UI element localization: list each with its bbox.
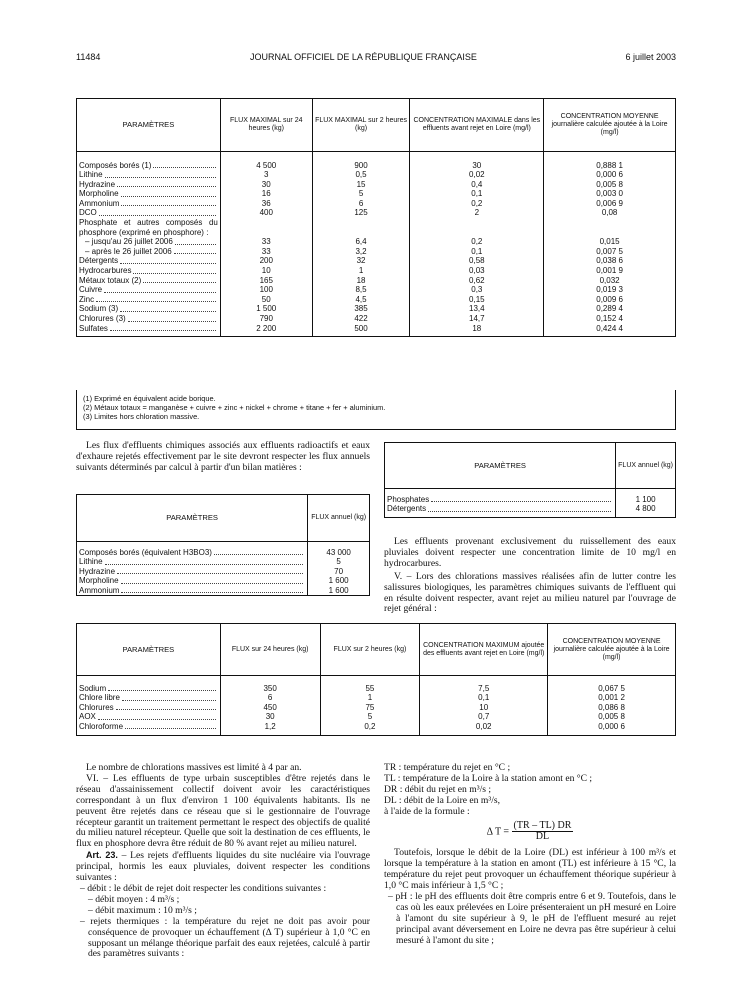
row-label: Chlore libre bbox=[79, 693, 120, 703]
cell-value: 4 500 bbox=[220, 161, 312, 171]
cell-value: 400 bbox=[220, 208, 312, 218]
dot-leader bbox=[143, 282, 216, 283]
dot-leader bbox=[153, 167, 215, 168]
table-row bbox=[77, 247, 676, 257]
list-item: – rejets thermiques : la température du rejet ne doit pas avoir pour conséquence de provoquer un échauffement (Δ T) supérieur à 1,0 °C en supposant un mélange théorique parfait des eaux rejetées, calculé à partir des paramètres suivants : bbox=[80, 915, 370, 960]
chlorination-limits-table bbox=[76, 623, 676, 736]
dot-leader bbox=[116, 709, 216, 710]
dot-leader bbox=[110, 330, 216, 331]
row-label: Chlorures bbox=[79, 702, 114, 712]
definition: DR : débit du rejet en m³/s ; bbox=[384, 783, 492, 795]
cell-value: 32 bbox=[312, 256, 410, 266]
column-header: CONCENTRATION MAXIMALE dans les effluents avant rejet en Loire (mg/l) bbox=[410, 99, 544, 152]
list-item: – débit moyen : 4 m³/s ; bbox=[88, 893, 180, 905]
annual-flux-table bbox=[76, 494, 370, 596]
row-label: – après le 26 juillet 2006 bbox=[85, 246, 172, 256]
column-header: PARAMÈTRES bbox=[77, 495, 308, 542]
paragraph-text: Les flux d'effluents chimiques associés aux effluents radioactifs et eaux d'exhaure rejetés effectivement par le site devront respecter les flux annuels suivants déterminés par calcul à partir d'un bilan matières : bbox=[76, 440, 370, 473]
table-row bbox=[77, 576, 370, 586]
table-row bbox=[77, 276, 676, 286]
cell-value: 1 bbox=[320, 693, 420, 703]
table-row bbox=[77, 170, 676, 180]
column-header: FLUX annuel (kg) bbox=[616, 443, 676, 489]
left-column-text bbox=[76, 763, 370, 960]
column-header: CONCENTRATION MAXIMUM ajoutée des effluents avant rejet en Loire (mg/l) bbox=[420, 624, 548, 676]
dot-leader bbox=[431, 501, 611, 502]
table-row bbox=[77, 722, 676, 732]
cell-value: 0,15 bbox=[410, 295, 544, 305]
cell-value: 0,086 8 bbox=[548, 703, 676, 713]
formula-left: Δ T = bbox=[486, 826, 510, 838]
column-header: FLUX sur 2 heures (kg) bbox=[320, 624, 420, 676]
cell-value: 6 bbox=[220, 693, 320, 703]
column-header: FLUX sur 24 heures (kg) bbox=[220, 624, 320, 676]
paragraph bbox=[76, 441, 370, 474]
cell-value: 0,62 bbox=[410, 276, 544, 286]
column-header: FLUX MAXIMAL sur 24 heures (kg) bbox=[220, 99, 312, 152]
cell-value: 0,4 bbox=[410, 180, 544, 190]
column-header: CONCENTRATION MOYENNE journalière calculée ajoutée à la Loire (mg/l) bbox=[544, 99, 676, 152]
cell-value: 422 bbox=[312, 314, 410, 324]
cell-value: 0,003 0 bbox=[544, 189, 676, 199]
cell-value: 0,58 bbox=[410, 256, 544, 266]
cell-value: 0,032 bbox=[544, 276, 676, 286]
cell-value: 0,03 bbox=[410, 266, 544, 276]
dot-leader bbox=[117, 573, 303, 574]
row-label: – jusqu'au 26 juillet 2006 bbox=[85, 237, 173, 247]
cell-value: 165 bbox=[220, 276, 312, 286]
row-label: Sodium (3) bbox=[79, 304, 119, 314]
cell-value: 0,1 bbox=[410, 247, 544, 257]
cell-value: 5 bbox=[320, 712, 420, 722]
footnote: (3) Limites hors chloration massive. bbox=[83, 412, 200, 421]
column-header: FLUX MAXIMAL sur 2 heures (kg) bbox=[312, 99, 410, 152]
cell-value: 200 bbox=[220, 256, 312, 266]
cell-value: 30 bbox=[220, 180, 312, 190]
cell-value: 1,2 bbox=[220, 722, 320, 732]
row-label: Ammonium bbox=[79, 198, 120, 208]
cell-value: 0,424 4 bbox=[544, 324, 676, 334]
cell-value: 350 bbox=[220, 684, 320, 694]
cell-value: 0,005 8 bbox=[544, 180, 676, 190]
page-number: 11484 bbox=[76, 52, 101, 62]
cell-value bbox=[544, 218, 676, 237]
cell-value: 0,038 6 bbox=[544, 256, 676, 266]
cell-value: 14,7 bbox=[410, 314, 544, 324]
cell-value bbox=[220, 218, 312, 237]
cell-value: 15 bbox=[312, 180, 410, 190]
cell-value: 0,5 bbox=[312, 170, 410, 180]
cell-value: 10 bbox=[220, 266, 312, 276]
cell-value: 0,1 bbox=[420, 693, 548, 703]
dot-leader bbox=[98, 719, 216, 720]
cell-value: 18 bbox=[312, 276, 410, 286]
cell-value: 385 bbox=[312, 304, 410, 314]
row-label: Cuivre bbox=[79, 285, 103, 295]
table-row bbox=[77, 314, 676, 324]
row-label: AOX bbox=[79, 712, 96, 722]
cell-value: 1 100 bbox=[616, 495, 676, 505]
row-label: Zinc bbox=[79, 294, 95, 304]
formula-denominator: DL bbox=[535, 831, 550, 843]
dot-leader bbox=[128, 321, 216, 322]
cell-value: 33 bbox=[220, 237, 312, 247]
cell-value: 0,067 5 bbox=[548, 684, 676, 694]
dot-leader bbox=[428, 511, 611, 512]
list-item: – débit maximum : 10 m³/s ; bbox=[88, 904, 197, 916]
cell-value: 0,7 bbox=[420, 712, 548, 722]
cell-value: 900 bbox=[312, 161, 410, 171]
dot-leader bbox=[125, 728, 216, 729]
definition: TL : température de la Loire à la station amont en °C ; bbox=[384, 772, 593, 784]
table-footnotes bbox=[76, 390, 676, 430]
issue-date: 6 juillet 2003 bbox=[625, 52, 676, 62]
cell-value: 1 600 bbox=[308, 586, 370, 596]
row-label: Composés borés (1) bbox=[79, 160, 152, 170]
dot-leader bbox=[96, 301, 216, 302]
list-item: – débit : le débit de rejet doit respecter les conditions suivantes : bbox=[80, 882, 327, 894]
row-label: Sulfates bbox=[79, 323, 108, 333]
dot-leader bbox=[174, 253, 216, 254]
table-row bbox=[77, 266, 676, 276]
cell-value: 50 bbox=[220, 295, 312, 305]
row-label: Détergents bbox=[387, 504, 427, 514]
cell-value: 70 bbox=[308, 567, 370, 577]
dot-leader bbox=[105, 177, 216, 178]
dot-leader bbox=[133, 273, 215, 274]
footnote: (1) Exprimé en équivalent acide borique. bbox=[83, 394, 216, 403]
cell-value: 4,5 bbox=[312, 295, 410, 305]
annual-flux-table-2 bbox=[384, 442, 676, 518]
cell-value: 1 bbox=[312, 266, 410, 276]
row-label: Lithine bbox=[79, 170, 103, 180]
right-column-text bbox=[384, 763, 676, 947]
cell-value: 100 bbox=[220, 285, 312, 295]
dot-leader bbox=[121, 592, 303, 593]
dot-leader bbox=[105, 564, 304, 565]
column-header: FLUX annuel (kg) bbox=[308, 495, 370, 542]
table-row bbox=[77, 285, 676, 295]
cell-value: 10 bbox=[420, 703, 548, 713]
cell-value: 3,2 bbox=[312, 247, 410, 257]
dot-leader bbox=[175, 244, 216, 245]
row-label: DCO bbox=[79, 208, 97, 218]
cell-value: 450 bbox=[220, 703, 320, 713]
definition: DL : débit de la Loire en m³/s, bbox=[384, 794, 501, 806]
cell-value: 0,019 3 bbox=[544, 285, 676, 295]
cell-value: 0,02 bbox=[420, 722, 548, 732]
cell-value bbox=[410, 218, 544, 237]
dot-leader bbox=[214, 554, 303, 555]
paragraph bbox=[384, 537, 676, 615]
row-label: Hydrazine bbox=[79, 179, 116, 189]
cell-value: 0,3 bbox=[410, 285, 544, 295]
cell-value: 33 bbox=[220, 247, 312, 257]
definition: TR : température du rejet en °C ; bbox=[384, 762, 511, 773]
table-row bbox=[77, 703, 676, 713]
cell-value: 0,009 6 bbox=[544, 295, 676, 305]
dot-leader bbox=[104, 292, 216, 293]
row-label: Sodium bbox=[79, 683, 107, 693]
row-label: Détergents bbox=[79, 256, 119, 266]
table-row bbox=[77, 199, 676, 209]
formula bbox=[384, 821, 676, 844]
paragraph-text: Les effluents provenant exclusivement du ruissellement des eaux pluviales doivent respecter une concentration limite de 10 mg/l en hydrocarbures. bbox=[384, 536, 676, 569]
article-label: Art. 23. bbox=[86, 850, 118, 861]
cell-value: 0,2 bbox=[410, 237, 544, 247]
dot-leader bbox=[122, 700, 216, 701]
table-row bbox=[77, 161, 676, 171]
row-label: Hydrocarbures bbox=[79, 266, 132, 276]
page-header bbox=[76, 52, 676, 66]
cell-value: 0,2 bbox=[410, 199, 544, 209]
dot-leader bbox=[121, 196, 216, 197]
cell-value: 30 bbox=[410, 161, 544, 171]
cell-value: 7,5 bbox=[420, 684, 548, 694]
cell-value: 13,4 bbox=[410, 304, 544, 314]
dot-leader bbox=[120, 311, 216, 312]
cell-value: 43 000 bbox=[308, 548, 370, 558]
table-row bbox=[77, 586, 370, 596]
table-row bbox=[385, 504, 676, 514]
row-label: Morpholine bbox=[79, 189, 119, 199]
row-label: Composés borés (équivalent H3BO3) bbox=[79, 547, 212, 557]
dot-leader bbox=[121, 583, 304, 584]
row-label: Hydrazine bbox=[79, 566, 116, 576]
table-row bbox=[77, 256, 676, 266]
table-row bbox=[77, 712, 676, 722]
cell-value: 6 bbox=[312, 199, 410, 209]
paragraph-text: – Les rejets d'effluents liquides du site nucléaire via l'ouvrage principal, hormis les eaux pluviales, doivent respecter les conditions suivantes : bbox=[76, 850, 370, 884]
footnote: (2) Métaux totaux = manganèse + cuivre + zinc + nickel + chrome + titane + fer + aluminium. bbox=[83, 403, 386, 412]
cell-value: 0,000 6 bbox=[548, 722, 676, 732]
table-row bbox=[77, 684, 676, 694]
table-row bbox=[77, 304, 676, 314]
cell-value: 0,007 5 bbox=[544, 247, 676, 257]
cell-value: 75 bbox=[320, 703, 420, 713]
cell-value: 500 bbox=[312, 324, 410, 334]
cell-value: 18 bbox=[410, 324, 544, 334]
dot-leader bbox=[108, 690, 216, 691]
dot-leader bbox=[99, 215, 216, 216]
cell-value: 125 bbox=[312, 208, 410, 218]
paragraph-text: V. – Lors des chlorations massives réalisées afin de lutter contre les salissures biologiques, les paramètres chimiques suivants de l'effluent qui en résulte doivent respecter, avant rejet au milieu naturel par l'ouvrage de rejet général : bbox=[384, 570, 676, 615]
column-header: PARAMÈTRES bbox=[77, 624, 221, 676]
effluents-limits-table bbox=[76, 98, 676, 337]
cell-value: 6,4 bbox=[312, 237, 410, 247]
cell-value: 0,152 4 bbox=[544, 314, 676, 324]
table-row bbox=[385, 495, 676, 505]
cell-value: 0,888 1 bbox=[544, 161, 676, 171]
cell-value: 0,02 bbox=[410, 170, 544, 180]
dot-leader bbox=[120, 263, 216, 264]
cell-value: 1 500 bbox=[220, 304, 312, 314]
dot-leader bbox=[121, 205, 215, 206]
cell-value: 790 bbox=[220, 314, 312, 324]
paragraph-text: VI. – Les effluents de type urbain susceptibles d'être rejetés dans le réseau d'assainissement collectif doivent avoir les caractéristiques correspondant à un flux d'environ 1 100 équivalents habitants. Ils ne peuvent être rejetés dans ce réseau que si le gestionnaire de l'ouvrage récepteur garantit un traitement permettant le respect des objectifs de qualité du milieu naturel récepteur. Quelle que soit la destination de ces effluents, le flux en phosphore devra être réduit de 80 % avant rejet au milieu naturel. bbox=[76, 772, 370, 850]
table-row bbox=[77, 218, 676, 237]
cell-value bbox=[312, 218, 410, 237]
cell-value: 1 600 bbox=[308, 576, 370, 586]
list-item: – pH : le pH des effluents doit être compris entre 6 et 9. Toutefois, dans le cas où les eaux prélevées en Loire présenteraient un pH mesuré en Loire à l'amont du site supérieur à 9, le pH de l'effluent mesuré au rejet principal avant déversement en Loire ne devra pas être supérieur à celui mesuré à l'amont du site ; bbox=[388, 890, 676, 946]
definition: à l'aide de la formule : bbox=[384, 805, 470, 817]
cell-value: 3 bbox=[220, 170, 312, 180]
table-row bbox=[77, 324, 676, 334]
row-label: Métaux totaux (2) bbox=[79, 275, 142, 285]
table-row bbox=[77, 295, 676, 305]
table-row bbox=[77, 548, 370, 558]
cell-value: 5 bbox=[312, 189, 410, 199]
cell-value: 0,015 bbox=[544, 237, 676, 247]
table-row bbox=[77, 189, 676, 199]
cell-value: 0,08 bbox=[544, 208, 676, 218]
cell-value: 0,289 4 bbox=[544, 304, 676, 314]
paragraph-text: Toutefois, lorsque le débit de la Loire (DL) est inférieur à 100 m³/s et lorsque la température à la station en amont (TL) est inférieure à 15 °C, la température du rejet peut provoquer un échauffement théorique supérieur à 1,0 °C mais inférieur à 1,5 °C ; bbox=[384, 847, 676, 892]
cell-value: 36 bbox=[220, 199, 312, 209]
cell-value: 30 bbox=[220, 712, 320, 722]
row-label: Phosphate et autres composés du phosphore (exprimé en phosphore) : bbox=[77, 218, 221, 237]
journal-title: JOURNAL OFFICIEL DE LA RÉPUBLIQUE FRANÇAISE bbox=[250, 52, 477, 62]
cell-value: 5 bbox=[308, 557, 370, 567]
cell-value: 0,005 8 bbox=[548, 712, 676, 722]
cell-value: 0,000 6 bbox=[544, 170, 676, 180]
row-label: Morpholine bbox=[79, 576, 119, 586]
dot-leader bbox=[117, 186, 216, 187]
table-row bbox=[77, 557, 370, 567]
row-label: Lithine bbox=[79, 557, 103, 567]
cell-value: 0,006 9 bbox=[544, 199, 676, 209]
row-label: Ammonium bbox=[79, 585, 120, 595]
cell-value: 55 bbox=[320, 684, 420, 694]
cell-value: 2 bbox=[410, 208, 544, 218]
table-row bbox=[77, 208, 676, 218]
cell-value: 8,5 bbox=[312, 285, 410, 295]
column-header: PARAMÈTRES bbox=[77, 99, 221, 152]
cell-value: 0,001 9 bbox=[544, 266, 676, 276]
cell-value: 0,2 bbox=[320, 722, 420, 732]
column-header: CONCENTRATION MOYENNE journalière calculée ajoutée à la Loire (mg/l) bbox=[548, 624, 676, 676]
cell-value: 0,001 2 bbox=[548, 693, 676, 703]
paragraph-text: Le nombre de chlorations massives est limité à 4 par an. bbox=[86, 762, 302, 773]
row-label: Chloroforme bbox=[79, 721, 124, 731]
table-row bbox=[77, 237, 676, 247]
table-row bbox=[77, 693, 676, 703]
column-header: PARAMÈTRES bbox=[385, 443, 616, 489]
table-row bbox=[77, 567, 370, 577]
formula-numerator: (TR – TL) DR bbox=[513, 819, 572, 831]
row-label: Phosphates bbox=[387, 494, 430, 504]
cell-value: 4 800 bbox=[616, 504, 676, 514]
row-label: Chlorures (3) bbox=[79, 314, 126, 323]
cell-value: 0,1 bbox=[410, 189, 544, 199]
table-row bbox=[77, 180, 676, 190]
cell-value: 16 bbox=[220, 189, 312, 199]
cell-value: 2 200 bbox=[220, 324, 312, 334]
